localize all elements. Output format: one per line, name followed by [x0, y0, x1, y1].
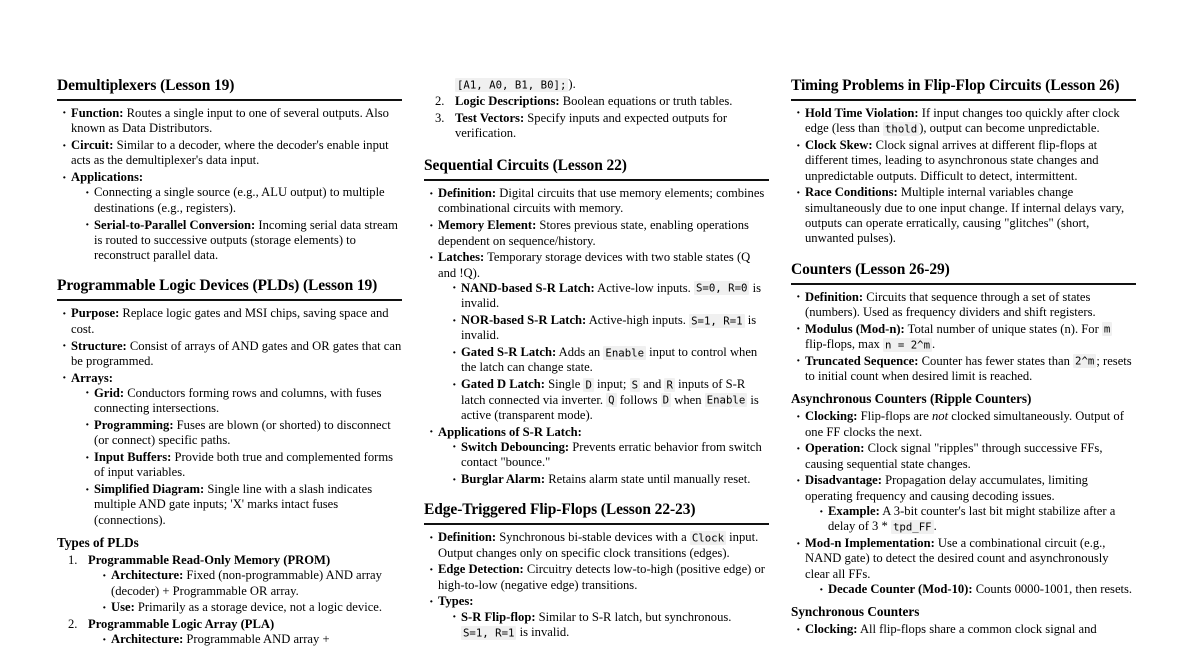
item-label: Definition: — [438, 186, 497, 201]
list-item — [796, 473, 1136, 534]
inline-code: [A1, A0, B1, B0]; — [457, 78, 567, 91]
item-label: Circuit: — [71, 138, 114, 153]
list-item — [85, 185, 402, 216]
item-label: Switch Debouncing: — [461, 439, 570, 454]
item-text: Provide both true and complemented forms of input variables. — [94, 450, 394, 480]
list-item — [796, 409, 1136, 440]
item-label: Race Conditions: — [805, 185, 898, 200]
item-label: Function: — [71, 105, 124, 120]
item-text-tail: is invalid. — [461, 280, 762, 311]
item-label: Simplified Diagram: — [94, 482, 205, 497]
item-label: Input Buffers: — [94, 450, 172, 465]
item-label: Clock Skew: — [805, 138, 873, 153]
list-item — [452, 472, 769, 487]
list-item — [452, 440, 769, 471]
item-text: Active-low inputs. — [594, 280, 694, 295]
item-label: Clocking: — [805, 409, 858, 424]
item-text-tail: . — [933, 519, 937, 534]
bullet-sublist — [819, 504, 1136, 535]
bullet-list — [796, 409, 1136, 597]
section-sequential-circuits — [424, 157, 769, 487]
inline-code: D — [662, 393, 670, 407]
list-item — [68, 553, 402, 616]
list-item — [429, 218, 769, 249]
item-label: Truncated Sequence: — [805, 353, 919, 368]
list-item — [429, 530, 769, 561]
item-text: Active-high inputs. — [586, 313, 690, 328]
list-item — [85, 386, 402, 417]
section-programmable-logic-devices — [57, 277, 402, 647]
item-text: Incoming serial data stream is routed to successive outputs (storage elements) to reconstruct parallel data. — [94, 217, 398, 263]
item-text: Circuits that sequence through a set of states (numbers). Used as frequency dividers and shift registers. — [805, 289, 1096, 319]
section-heading-counters: Counters (Lesson 26-29) — [791, 261, 1136, 285]
item-emphasis: not — [931, 409, 949, 424]
list-item — [452, 610, 769, 641]
bullet-list — [62, 306, 402, 528]
inline-code: Clock — [691, 531, 725, 545]
item-text: Stores previous state, enabling operations dependent on sequence/history. — [438, 218, 749, 248]
item-text: Propagation delay accumulates, limiting operating frequency and causing decoding issues. — [805, 473, 1088, 503]
bullet-list — [796, 622, 1136, 637]
item-label: Definition: — [805, 289, 864, 304]
item-heading: Programmable Logic Array (PLA) — [88, 617, 275, 632]
list-item — [68, 617, 402, 648]
inline-code: Q — [608, 393, 615, 407]
item-text-tail: input. Output changes only on specific clock transitions (edges). — [438, 530, 759, 560]
list-item — [62, 339, 402, 370]
list-item — [62, 306, 402, 337]
item-text: Specify inputs and expected outputs for verification. — [455, 110, 728, 140]
item-text: All flip-flops share a common clock signal and — [857, 622, 1097, 637]
item-label: Decade Counter (Mod-10): — [828, 582, 973, 596]
item-label: Grid: — [94, 385, 125, 400]
section-heading-sequential-circuits: Sequential Circuits (Lesson 22) — [424, 157, 769, 181]
item-text: Similar to a decoder, where the decoder's enable input acts as the demultiplexer's data input. — [71, 138, 389, 168]
list-item — [62, 170, 402, 263]
list-item — [85, 418, 402, 449]
item-text: Counts 0000-1001, then resets. — [972, 582, 1133, 596]
item-text: Prevents erratic behavior from switch contact "bounce." — [461, 439, 762, 470]
list-item — [429, 186, 769, 217]
list-item — [429, 594, 769, 640]
item-label: Clocking: — [805, 622, 858, 637]
item-label: S-R Flip-flop: — [461, 609, 536, 624]
list-item: · Gated D Latch: Single D input; S and R inputs of S-R latch connected via inverter. Q follows D when Enable is active (transparent mode). — [452, 377, 769, 423]
list-item: · Modulus (Mod-n): Total number of unique states (n). For m flip-flops, max n = 2^m . — [796, 322, 1136, 353]
item-heading: Programmable Read-Only Memory (PROM) — [88, 552, 331, 567]
inline-code: R — [666, 378, 673, 392]
item-text: Counter has fewer states than — [918, 353, 1074, 368]
list-item — [62, 371, 402, 528]
subheading-asynchronous-counters: Asynchronous Counters (Ripple Counters) — [791, 391, 1032, 407]
item-label: Definition: — [438, 530, 497, 545]
item-label: Test Vectors: — [455, 110, 525, 125]
bullet-list — [796, 106, 1136, 247]
list-item — [85, 450, 402, 481]
inline-code: m — [1103, 322, 1111, 336]
bullet-list — [429, 530, 769, 640]
section-demultiplexers — [57, 77, 402, 263]
item-text: Circuitry detects low-to-high (positive edge) or high-to-low (negative edge) transitions. — [438, 562, 766, 592]
item-text: Clock signal arrives at different flip-flops at different times, leading to asynchronous state changes and unpredictable outputs. Difficult to detect, intermittent. — [805, 138, 1099, 183]
item-label: Gated D Latch: — [461, 377, 545, 392]
column-middle — [424, 77, 769, 640]
item-label: Latches: — [438, 250, 485, 265]
item-text-tail: is invalid. — [461, 313, 757, 343]
section-heading-timing-problems: Timing Problems in Flip-Flop Circuits (Lesson 26) — [791, 77, 1136, 101]
item-label: Arrays: — [71, 370, 113, 385]
list-item — [62, 106, 402, 137]
list-item — [429, 562, 769, 593]
inline-code: S=1, R=1 — [691, 314, 743, 328]
list-item — [102, 600, 402, 615]
inline-code: 2^m — [1075, 354, 1095, 368]
bullet-sublist — [819, 582, 1136, 597]
list-item — [62, 138, 402, 169]
inline-code: n = 2^m — [885, 338, 931, 351]
item-text: Flip-flops are — [857, 409, 932, 424]
item-text: Replace logic gates and MSI chips, saving space and cost. — [71, 306, 389, 336]
item-text: Connecting a single source (e.g., ALU output) to multiple destinations (e.g., registers). — [94, 185, 385, 215]
item-text: Boolean equations or truth tables. — [559, 94, 733, 109]
item-text: If input changes too quickly after clock edge (less than — [805, 105, 1120, 136]
item-label: Types: — [438, 594, 474, 609]
item-text: Similar to S-R latch, but synchronous. — [535, 609, 732, 624]
list-item — [452, 345, 769, 376]
list-item — [429, 425, 769, 488]
list-item — [102, 568, 402, 599]
item-text-tail: input to control when the latch can change state. — [461, 345, 758, 375]
item-text: Single line with a slash indicates multiple AND gate inputs; 'X' marks intact fuses (connections). — [94, 482, 373, 527]
list-item — [819, 582, 1136, 597]
item-text: Conductors forming rows and columns, with fuses connecting intersections. — [94, 385, 382, 416]
item-text: Fuses are blown (or shorted) to disconnect (or connect) specific paths. — [94, 417, 391, 448]
item-text: Adds an — [556, 345, 604, 360]
list-item — [435, 111, 769, 142]
item-label: Memory Element: — [438, 218, 537, 233]
item-text-tail: ; resets to initial count when desired limit is reached. — [805, 353, 1132, 384]
bullet-sublist — [85, 386, 402, 528]
item-label: Modulus (Mod-n): — [805, 321, 905, 336]
list-item — [102, 632, 402, 647]
item-label: Purpose: — [71, 306, 120, 321]
item-text: Clock signal "ripples" through successive FFs, causing sequential state changes. — [805, 441, 1103, 471]
list-item — [85, 218, 402, 264]
item-label: Example: — [828, 504, 880, 519]
bullet-list — [796, 290, 1136, 385]
item-text: Use a combinational circuit (e.g., NAND gate) to detect the desired count and asynchronously clear all FFs. — [805, 536, 1109, 581]
item-label: Operation: — [805, 441, 865, 456]
list-item — [819, 504, 1136, 535]
item-text: Temporary storage devices with two stable states (Q and !Q). — [438, 250, 751, 280]
section-edge-triggered-flip-flops — [424, 501, 769, 640]
item-label: Structure: — [71, 338, 127, 353]
item-text: Digital circuits that use memory elements; combines combinational circuits with memory. — [438, 186, 765, 216]
item-text-tail: is invalid. — [516, 625, 570, 640]
bullet-list — [62, 106, 402, 263]
numbered-list — [57, 553, 402, 648]
inline-code: S — [631, 378, 638, 392]
item-label: Mod-n Implementation: — [805, 536, 935, 551]
bullet-sublist — [452, 610, 769, 641]
list-item — [796, 536, 1136, 597]
continued-code-line — [424, 77, 769, 92]
list-item — [452, 281, 769, 312]
item-label: Architecture: — [111, 568, 184, 583]
list-item — [796, 106, 1136, 137]
bullet-sublist — [452, 440, 769, 487]
list-item — [435, 94, 769, 109]
bullet-sublist — [452, 281, 769, 423]
item-label: Serial-to-Parallel Conversion: — [94, 217, 256, 232]
column-left — [57, 77, 402, 647]
bullet-sublist — [102, 568, 402, 615]
subheading-types-of-plds: Types of PLDs — [57, 535, 139, 551]
continued-tail: ). — [568, 77, 576, 91]
list-item — [452, 313, 769, 344]
item-label: Disadvantage: — [805, 473, 882, 488]
three-column-layout — [57, 77, 1135, 647]
subheading-synchronous-counters: Synchronous Counters — [791, 604, 920, 620]
list-item — [429, 250, 769, 423]
inline-code: D — [585, 378, 592, 392]
item-label: Programming: — [94, 417, 174, 432]
item-text: Multiple internal variables change simultaneously due to one input change. If internal delays vary, outputs can operate erratically, causing "glitches" (short, unwanted pulses). — [805, 185, 1125, 246]
section-counters — [791, 261, 1136, 638]
item-label: NAND-based S-R Latch: — [461, 280, 595, 295]
list-item — [796, 441, 1136, 472]
list-item — [796, 290, 1136, 321]
list-item — [796, 622, 1136, 637]
item-label: Architecture: — [111, 632, 184, 647]
item-label: NOR-based S-R Latch: — [461, 313, 587, 328]
item-label: Applications of S-R Latch: — [438, 424, 582, 439]
bullet-list — [429, 186, 769, 487]
item-label: Burglar Alarm: — [461, 472, 546, 486]
item-text: Fixed (non-programmable) AND array (decoder) + Programmable OR array. — [111, 568, 382, 598]
item-label: Edge Detection: — [438, 562, 524, 577]
column-right — [791, 77, 1136, 637]
inline-code: Enable — [706, 393, 746, 407]
section-heading-plds: Programmable Logic Devices (PLDs) (Lesson 19) — [57, 277, 402, 301]
item-label: Logic Descriptions: — [455, 94, 560, 109]
item-text-tail: clocked simultaneously. Output of one FF clocks the next. — [805, 409, 1124, 439]
section-heading-demultiplexers: Demultiplexers (Lesson 19) — [57, 77, 402, 101]
item-text: Programmable AND array + — [183, 632, 330, 647]
list-item — [796, 185, 1136, 246]
item-text: Primarily as a storage device, not a logic device. — [134, 600, 383, 615]
section-timing-problems — [791, 77, 1136, 247]
list-item — [85, 482, 402, 528]
item-label: Use: — [111, 600, 135, 615]
list-item — [796, 354, 1136, 385]
inline-code: S=1, R=1 — [463, 626, 515, 640]
bullet-sublist — [102, 632, 402, 647]
list-item — [796, 138, 1136, 184]
inline-code: thold — [885, 122, 918, 136]
item-text: Retains alarm state until manually reset. — [545, 472, 751, 486]
numbered-list-continued — [424, 94, 769, 141]
item-label: Hold Time Violation: — [805, 105, 919, 120]
item-text: Routes a single input to one of several outputs. Also known as Data Distributors. — [71, 105, 389, 136]
section-heading-edge-triggered-flip-flops: Edge-Triggered Flip-Flops (Lesson 22-23) — [424, 501, 769, 525]
item-label: Gated S-R Latch: — [461, 345, 557, 360]
item-label: Applications: — [71, 170, 144, 185]
item-text-tail: ), output can become unpredictable. — [919, 121, 1100, 136]
inline-code: tpd_FF — [892, 520, 932, 534]
item-text: Synchronous bi-stable devices with a — [496, 530, 690, 545]
bullet-sublist — [85, 185, 402, 263]
item-text: A 3-bit counter's last bit might stabilize after a delay of 3 * — [828, 504, 1116, 534]
inline-code: Enable — [605, 346, 644, 360]
inline-code: S=0, R=0 — [695, 281, 748, 295]
item-text: Consist of arrays of AND gates and OR gates that can be programmed. — [71, 338, 402, 368]
